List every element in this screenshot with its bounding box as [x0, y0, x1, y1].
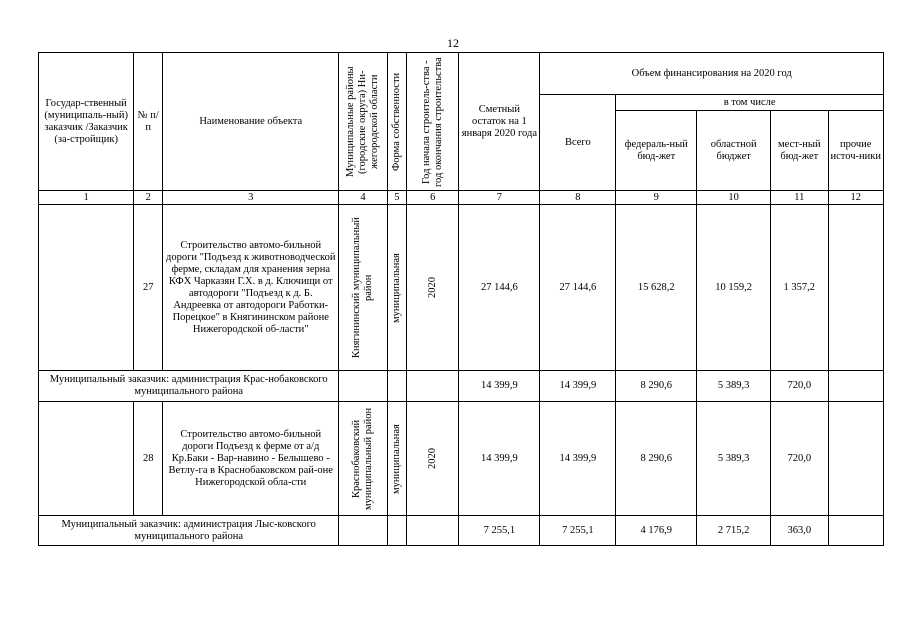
header-including: в том числе	[616, 95, 884, 111]
object-name: Строительство автомо-бильной дороги "Подъезд к животноводческой ферме, складам для хранения зерна КФХ Чарказян Г.Х. в д. Ключищи от автодороги "Подъезд к д. Б. Андреевка от автодороги Работки-Порецкое" в Княгининском районе Нижегородской об-ласти"	[163, 205, 339, 371]
table-row	[39, 402, 884, 516]
header-estimate: Сметный остаток на 1 января 2020 года	[459, 53, 540, 191]
regional-value: 10 159,2	[697, 205, 771, 371]
district-cell	[339, 402, 387, 516]
federal-value: 8 290,6	[616, 402, 697, 516]
ownership-value: муниципальная	[390, 423, 402, 494]
row-number: 28	[134, 402, 163, 516]
other-value	[828, 516, 883, 546]
total-value: 14 399,9	[540, 371, 616, 402]
estimate-value: 14 399,9	[459, 371, 540, 402]
column-number: 2	[134, 191, 163, 205]
years-value: 2020	[426, 448, 438, 469]
column-number: 6	[407, 191, 459, 205]
federal-value: 8 290,6	[616, 371, 697, 402]
customer-row	[39, 371, 884, 402]
header-num: № п/п	[134, 53, 163, 191]
header-object-name: Наименование объекта	[163, 53, 339, 191]
header-regional: областной бюджет	[697, 111, 771, 191]
years-cell	[407, 402, 459, 516]
row-number: 27	[134, 205, 163, 371]
other-value	[828, 205, 883, 371]
total-value: 14 399,9	[540, 402, 616, 516]
customer-label: Муниципальный заказчик: администрация Крас-нобаковского муниципального района	[39, 371, 339, 402]
column-number: 10	[697, 191, 771, 205]
column-number: 3	[163, 191, 339, 205]
estimate-value: 14 399,9	[459, 402, 540, 516]
other-value	[828, 371, 883, 402]
column-number: 4	[339, 191, 387, 205]
ownership-cell	[387, 205, 406, 371]
regional-value: 2 715,2	[697, 516, 771, 546]
header-customer: Государ-ственный (муниципаль-ный) заказчик /Заказчик (за-стройщик)	[39, 53, 134, 191]
header-total: Всего	[540, 95, 616, 191]
page-number: 12	[447, 36, 459, 50]
object-name: Строительство автомо-бильной дороги Подъезд к ферме от а/д Кр.Баки - Вар-навино - Белышево - Ветлу-га в Краснобаковском рай-оне Нижегородской обла-сти	[163, 402, 339, 516]
header-ownership: Форма собственности	[387, 53, 406, 191]
local-value: 363,0	[771, 516, 828, 546]
local-value: 1 357,2	[771, 205, 828, 371]
column-number: 7	[459, 191, 540, 205]
regional-value: 5 389,3	[697, 402, 771, 516]
column-number: 12	[828, 191, 883, 205]
customer-cell	[39, 402, 134, 516]
ownership-value: муниципальная	[390, 252, 402, 323]
header-funding-volume: Объем финансирования на 2020 год	[540, 53, 884, 95]
header-federal: федераль-ный бюд-жет	[616, 111, 697, 191]
financing-table	[38, 52, 884, 546]
header-districts: Муниципальные районы (городские округа) Ни-жегородской области	[339, 53, 387, 191]
years-value: 2020	[426, 277, 438, 298]
ownership-cell	[387, 402, 406, 516]
header-other: прочие источ-ники	[828, 111, 883, 191]
table-row	[39, 205, 884, 371]
district-name: Краснобаковский муниципальный район	[351, 407, 375, 510]
total-value: 27 144,6	[540, 205, 616, 371]
local-value: 720,0	[771, 371, 828, 402]
customer-row	[39, 516, 884, 546]
total-value: 7 255,1	[540, 516, 616, 546]
column-number: 9	[616, 191, 697, 205]
regional-value: 5 389,3	[697, 371, 771, 402]
district-name: Княгининский муниципальный район	[351, 217, 375, 358]
header-years: Год начала строитель-ства - год окончания строительства	[407, 53, 459, 191]
estimate-value: 7 255,1	[459, 516, 540, 546]
column-number: 11	[771, 191, 828, 205]
column-number: 8	[540, 191, 616, 205]
federal-value: 15 628,2	[616, 205, 697, 371]
other-value	[828, 402, 883, 516]
column-number: 1	[39, 191, 134, 205]
column-number: 5	[387, 191, 406, 205]
years-cell	[407, 205, 459, 371]
district-cell	[339, 205, 387, 371]
federal-value: 4 176,9	[616, 516, 697, 546]
customer-cell	[39, 205, 134, 371]
estimate-value: 27 144,6	[459, 205, 540, 371]
column-number-row	[39, 191, 884, 205]
local-value: 720,0	[771, 402, 828, 516]
customer-label: Муниципальный заказчик: администрация Лыс-ковского муниципального района	[39, 516, 339, 546]
header-local: мест-ный бюд-жет	[771, 111, 828, 191]
